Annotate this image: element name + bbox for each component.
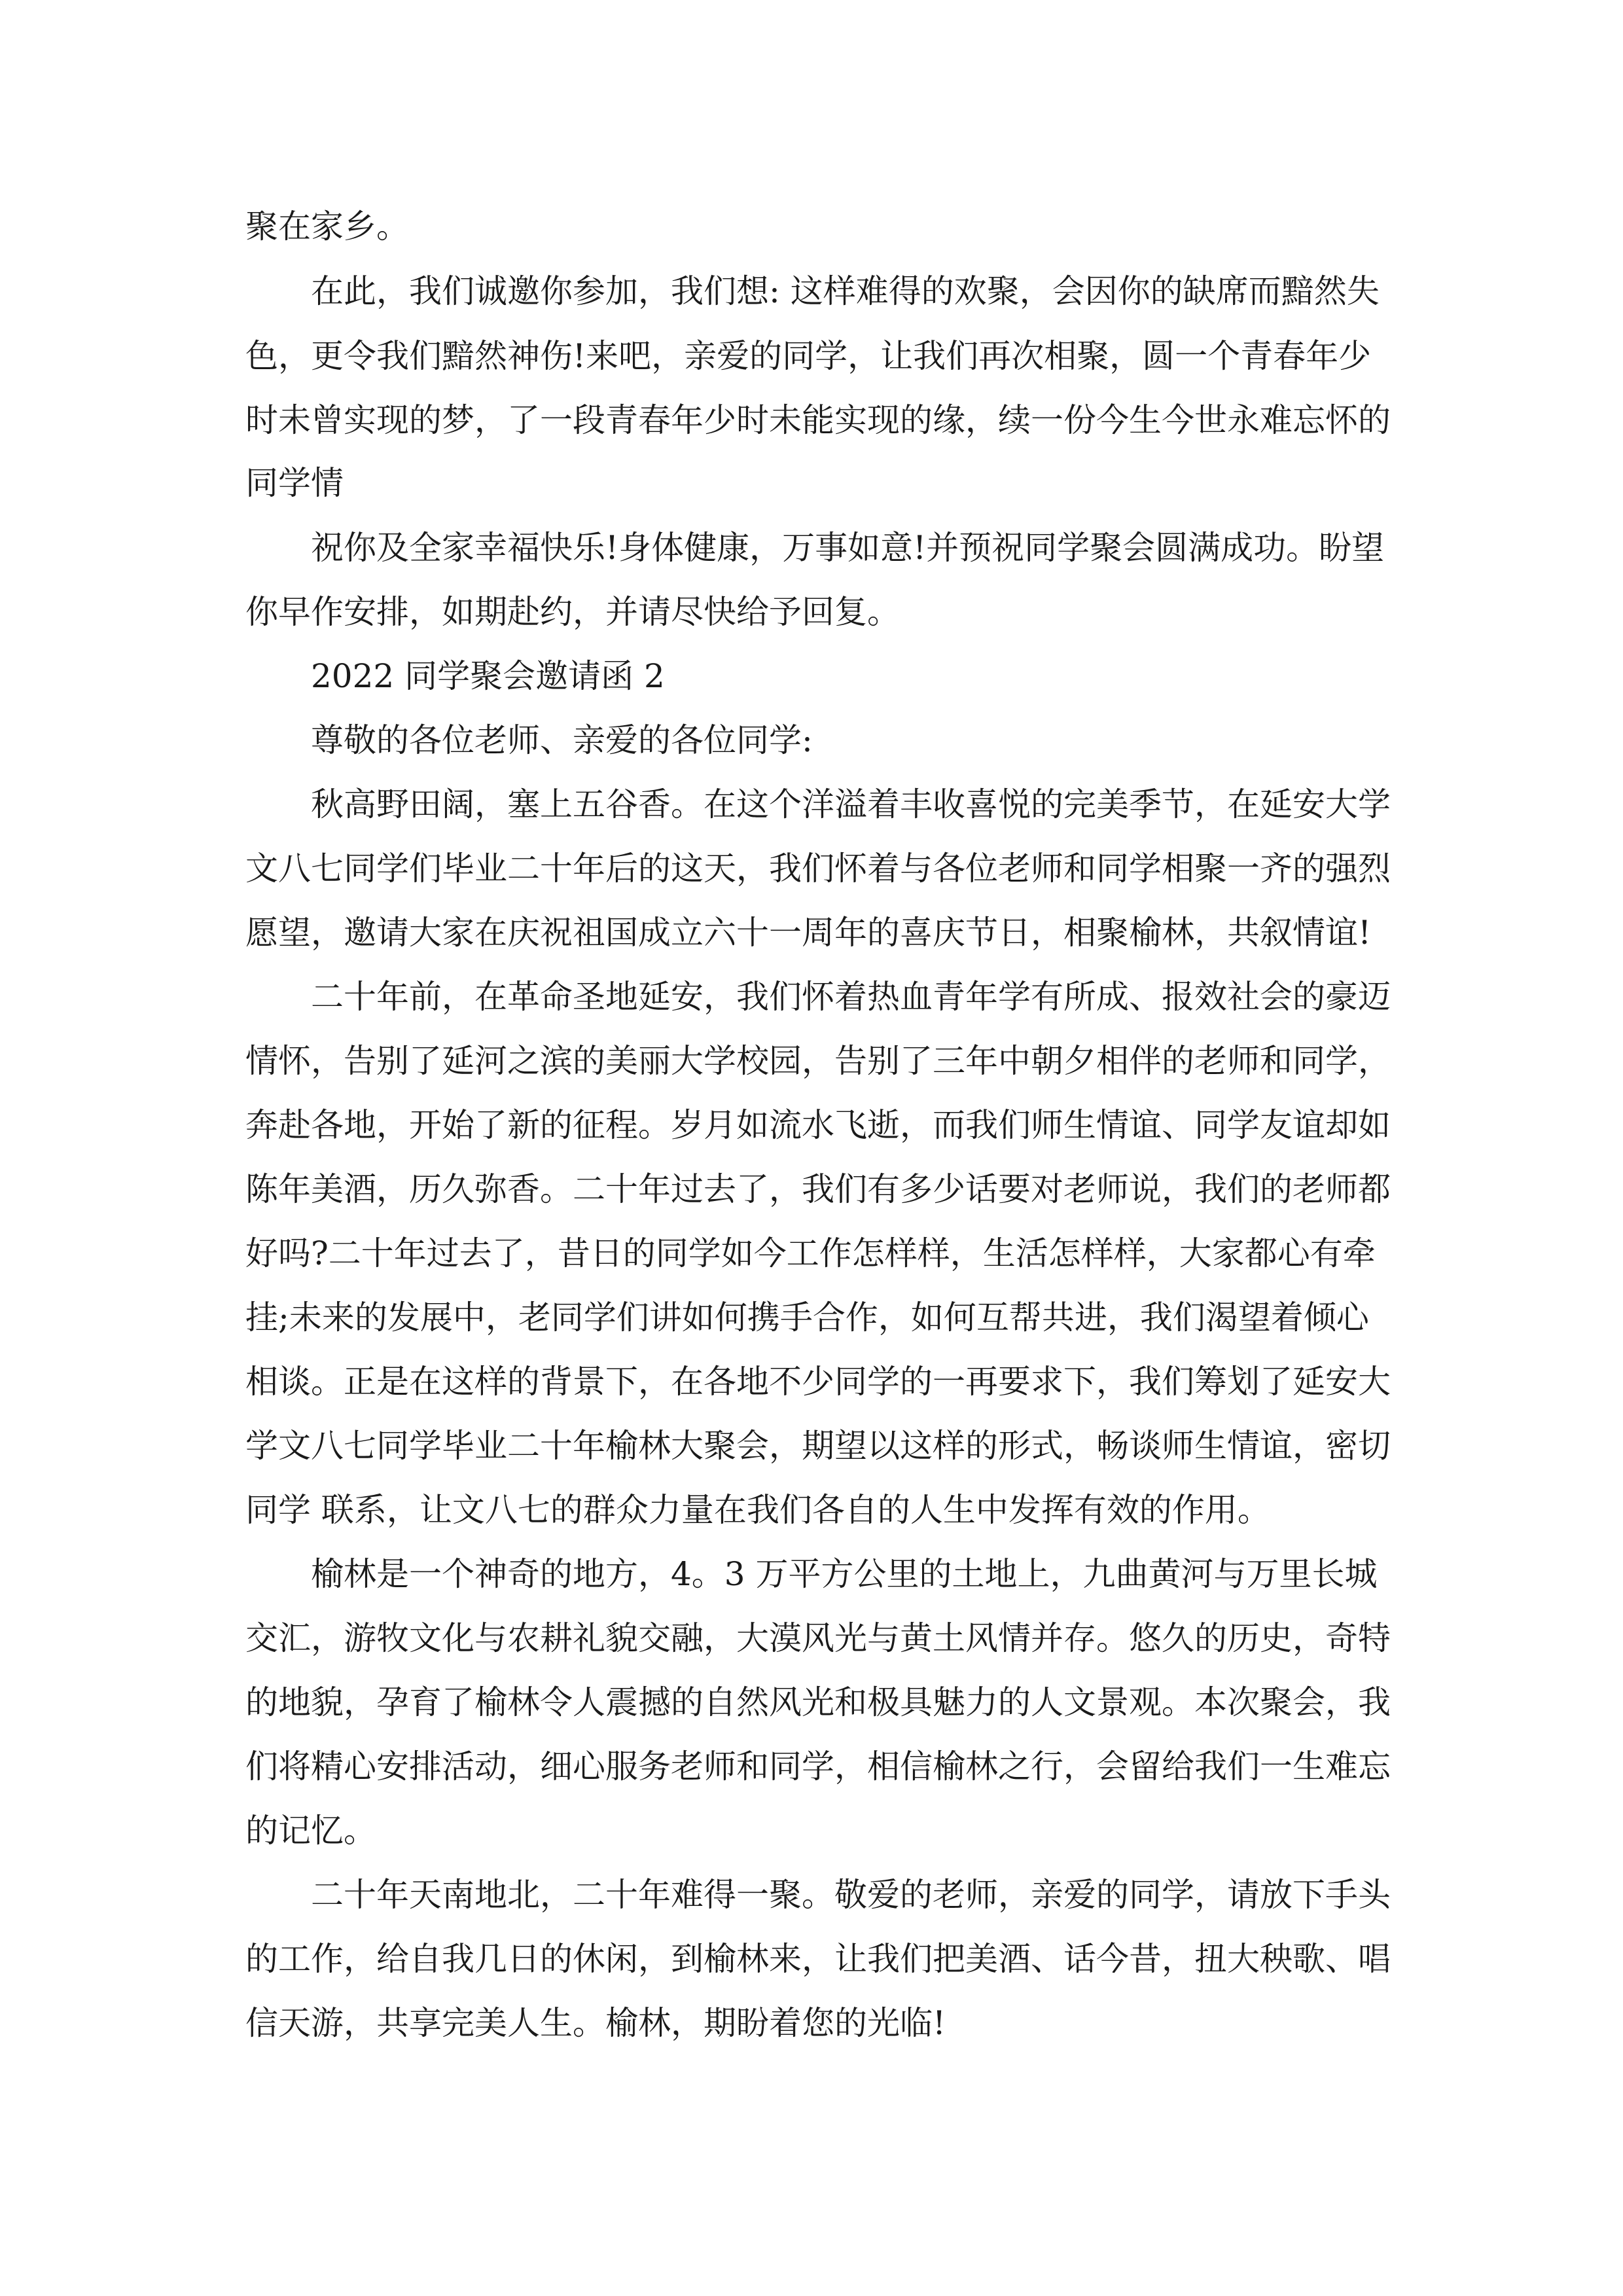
text-line: 奔赴各地，开始了新的征程。岁月如流水飞逝，而我们师生情谊、同学友谊却如	[245, 1106, 1391, 1144]
text-line: 祝你及全家幸福快乐!身体健康，万事如意!并预祝同学聚会圆满成功。盼望	[311, 529, 1385, 567]
text-line: 的工作，给自我几日的休闲，到榆林来，让我们把美酒、话今昔，扭大秧歌、唱	[245, 1940, 1391, 1978]
text-line: 愿望，邀请大家在庆祝祖国成立六十一周年的喜庆节日，相聚榆林，共叙情谊!	[245, 914, 1372, 952]
text-line: 同学 联系，让文八七的群众力量在我们各自的人生中发挥有效的作用。	[245, 1491, 1270, 1529]
text-line: 交汇，游牧文化与农耕礼貌交融，大漠风光与黄土风情并存。悠久的历史，奇特	[245, 1619, 1391, 1657]
text-line: 榆林是一个神奇的地方，4。3 万平方公里的土地上，九曲黄河与万里长城	[311, 1555, 1378, 1593]
text-line: 你早作安排，如期赴约，并请尽快给予回复。	[245, 593, 900, 631]
text-line: 陈年美酒，历久弥香。二十年过去了，我们有多少话要对老师说，我们的老师都	[245, 1170, 1391, 1208]
text-line: 相谈。正是在这样的背景下，在各地不少同学的一再要求下，我们筹划了延安大	[245, 1363, 1391, 1401]
text-line: 秋高野田阔，塞上五谷香。在这个洋溢着丰收喜悦的完美季节，在延安大学	[311, 785, 1391, 823]
text-line: 们将精心安排活动，细心服务老师和同学，相信榆林之行，会留给我们一生难忘	[245, 1748, 1391, 1785]
text-line: 信天游，共享完美人生。榆林，期盼着您的光临!	[245, 2004, 946, 2042]
text-line: 挂;未来的发展中，老同学们讲如何携手合作，如何互帮共进，我们渴望着倾心	[245, 1299, 1369, 1336]
text-line: 二十年前，在革命圣地延安，我们怀着热血青年学有所成、报效社会的豪迈	[311, 978, 1391, 1016]
text-line: 文八七同学们毕业二十年后的这天，我们怀着与各位老师和同学相聚一齐的强烈	[245, 850, 1391, 888]
text-line: 同学情	[245, 464, 344, 502]
text-line: 时未曾实现的梦，了一段青春年少时未能实现的缘，续一份今生今世永难忘怀的	[245, 401, 1391, 439]
text-line: 色，更令我们黯然神伤!来吧，亲爱的同学，让我们再次相聚，圆一个青春年少	[245, 337, 1372, 375]
text-line: 好吗?二十年过去了，昔日的同学如今工作怎样样，生活怎样样，大家都心有牵	[245, 1234, 1376, 1272]
text-line: 二十年天南地北，二十年难得一聚。敬爱的老师，亲爱的同学，请放下手头	[311, 1876, 1391, 1914]
text-line: 在此，我们诚邀你参加，我们想: 这样难得的欢聚，会因你的缺席而黯然失	[311, 272, 1380, 310]
text-line: 情怀，告别了延河之滨的美丽大学校园，告别了三年中朝夕相伴的老师和同学，	[245, 1042, 1391, 1080]
section-heading: 2022 同学聚会邀请函 2	[311, 657, 665, 695]
text-line: 的记忆。	[245, 1812, 376, 1850]
text-line: 学文八七同学毕业二十年榆林大聚会，期望以这样的形式，畅谈师生情谊，密切	[245, 1427, 1391, 1465]
salutation: 尊敬的各位老师、亲爱的各位同学:	[311, 721, 813, 759]
text-line: 聚在家乡。	[245, 207, 409, 245]
text-line: 的地貌，孕育了榆林令人震撼的自然风光和极具魅力的人文景观。本次聚会，我	[245, 1683, 1391, 1721]
